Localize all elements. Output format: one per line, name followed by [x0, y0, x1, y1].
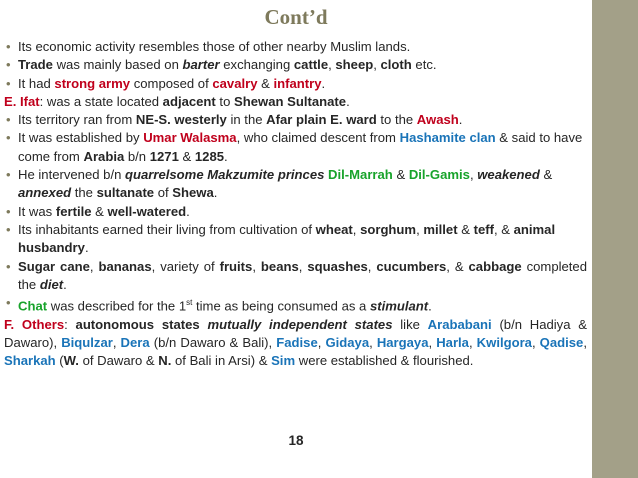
text-run: Qadise	[539, 335, 584, 351]
text-run: Dil-Marrah	[328, 167, 393, 183]
text-run: beans	[260, 258, 299, 274]
list-item	[4, 75, 587, 93]
text-run: & said to have come from	[18, 130, 583, 164]
text-run: annexed	[18, 185, 72, 201]
text-run: &	[392, 167, 409, 183]
text-run: :	[64, 316, 76, 332]
text-run: , &	[493, 221, 514, 237]
text-run: ,	[89, 258, 99, 274]
text-run: ,	[367, 258, 377, 274]
text-run: Dera	[120, 335, 150, 351]
text-run: infantry	[273, 75, 322, 91]
text-run: W.	[63, 353, 79, 369]
text-run: exchanging	[219, 57, 294, 73]
list-item	[4, 294, 587, 316]
bullet-icon: •	[6, 167, 11, 183]
text-run: &	[257, 75, 274, 91]
text-run: composed of	[130, 75, 213, 91]
bullet-icon: •	[6, 295, 11, 311]
text-run: .	[224, 148, 228, 164]
bullet-icon: •	[6, 221, 11, 237]
text-run: millet	[423, 221, 458, 237]
text-run: Afar plain E. ward	[266, 112, 377, 128]
text-run: Biqulzar	[61, 335, 113, 351]
text-run: Sharkah	[4, 353, 56, 369]
text-run: wheat	[315, 221, 353, 237]
text-run: well-watered	[107, 203, 187, 219]
section-heading	[4, 93, 587, 111]
text-run: Hargaya	[376, 335, 429, 351]
superscript: st	[186, 298, 193, 308]
text-run: Trade	[18, 57, 53, 73]
text-run: N.	[158, 353, 172, 369]
text-run: It was established by	[18, 130, 144, 146]
text-run: Sim	[271, 353, 296, 369]
text-run: E. Ifat	[4, 93, 40, 109]
bullet-icon: •	[6, 112, 11, 128]
text-run: Dil-Gamis	[408, 167, 470, 183]
text-run: .	[458, 112, 463, 128]
text-run: mutually independent states	[207, 316, 393, 332]
bullet-icon: •	[6, 57, 11, 73]
page-number: 18	[288, 433, 304, 448]
text-run: teff	[473, 221, 494, 237]
text-run: cloth	[380, 57, 412, 73]
text-run: It was	[18, 203, 56, 219]
text-run: .	[186, 203, 190, 219]
text-run: : was a state located	[39, 93, 163, 109]
text-run: fruits	[219, 258, 253, 274]
list-item	[4, 111, 587, 129]
text-run: (	[55, 353, 64, 369]
text-run: NE-S. westerly	[135, 112, 227, 128]
text-run: Awash	[416, 112, 459, 128]
text-run: .	[346, 93, 350, 109]
slide-content	[4, 38, 587, 371]
list-item	[4, 258, 587, 295]
text-run: Shewa	[172, 185, 214, 201]
text-run: Kwilgora	[476, 335, 532, 351]
text-run: (b/n Hadiya & Dawaro),	[4, 316, 587, 351]
text-run: Hashamite clan	[399, 130, 496, 146]
text-run: .	[63, 276, 67, 292]
text-run: F. Others	[4, 316, 65, 332]
text-run: .	[213, 185, 218, 201]
text-run: , &	[446, 258, 469, 274]
text-run: 1285	[194, 148, 225, 164]
text-run: sorghum	[360, 221, 417, 237]
text-run: 1271	[149, 148, 179, 164]
text-run: sultanate	[96, 185, 155, 201]
text-run: to	[215, 93, 234, 109]
text-run: b/n	[124, 148, 150, 164]
bullet-icon: •	[6, 130, 11, 146]
text-run: ,	[531, 335, 540, 351]
list-item	[4, 166, 587, 203]
text-run: Gidaya	[325, 335, 370, 351]
text-run: cabbage	[468, 258, 522, 274]
text-run: .	[428, 298, 432, 314]
text-run: was mainly based on	[52, 57, 183, 73]
text-run: &	[178, 148, 195, 164]
text-run: Its territory ran from	[18, 112, 136, 128]
list-item	[4, 203, 587, 221]
bullet-icon: •	[6, 258, 11, 274]
text-run: Arabia	[83, 148, 125, 164]
text-run: completed the	[18, 258, 587, 292]
text-run: Fadise	[276, 335, 318, 351]
text-run: Arababani	[427, 316, 492, 332]
text-run: ,	[317, 335, 326, 351]
text-run: strong army	[54, 75, 131, 91]
text-run: to the	[376, 112, 417, 128]
text-run: Umar Walasma	[143, 130, 237, 146]
text-run: of Bali in Arsi) &	[171, 353, 272, 369]
list-item	[4, 38, 587, 56]
text-run: .	[321, 75, 326, 91]
text-run: Sugar cane	[18, 258, 90, 274]
bullet-icon: •	[6, 39, 11, 54]
text-run: &	[457, 221, 474, 237]
text-run: ,	[583, 335, 587, 351]
slide-title: Cont’d	[264, 5, 328, 29]
section-heading	[4, 316, 587, 371]
bullet-icon: •	[6, 75, 11, 91]
decorative-sidebar	[592, 0, 638, 478]
text-run: weakened	[477, 167, 540, 183]
text-run: It had	[18, 75, 55, 91]
text-run: ,	[416, 221, 424, 237]
text-run: Shewan Sultanate	[234, 93, 347, 109]
text-run: sheep	[335, 57, 374, 73]
text-run: barter	[182, 57, 220, 73]
bullet-icon: •	[6, 203, 11, 219]
text-run: He intervened b/n	[18, 167, 126, 183]
text-run: &	[91, 203, 108, 219]
text-run: like	[392, 316, 428, 332]
text-run: ,	[298, 258, 308, 274]
text-run: ,	[428, 335, 437, 351]
text-run: Its inhabitants earned their living from cultivation of	[18, 221, 316, 237]
text-run: in the	[226, 112, 267, 128]
text-run: the	[71, 185, 97, 201]
text-run: adjacent	[162, 93, 216, 109]
text-run: cucumbers	[376, 258, 447, 274]
text-run: ,	[373, 57, 381, 73]
text-run: &	[539, 167, 553, 183]
text-run: quarrelsome Makzumite princes	[125, 167, 325, 183]
text-run: of	[154, 185, 173, 201]
text-run: autonomous states	[75, 316, 200, 332]
text-run: stimulant	[369, 298, 429, 314]
text-run: squashes	[307, 258, 368, 274]
text-run: ,	[369, 335, 377, 351]
text-run: etc.	[411, 57, 437, 73]
text-run: Harla	[436, 335, 469, 351]
text-run: Chat	[18, 298, 48, 314]
text-run: was described for the 1	[47, 298, 187, 314]
text-run: , who claimed descent from	[236, 130, 400, 146]
text-run: bananas	[98, 258, 152, 274]
text-run: ,	[252, 258, 261, 274]
text-run: .	[84, 240, 89, 256]
text-run: ,	[352, 221, 361, 237]
text-run: , variety of	[151, 258, 220, 274]
text-run: were established & flourished.	[295, 353, 474, 369]
text-run: ,	[328, 57, 336, 73]
text-run: ,	[112, 335, 121, 351]
list-item	[4, 56, 587, 74]
text-run: time as being consumed as a	[192, 298, 370, 314]
text-run: ,	[469, 167, 478, 183]
text-run: diet	[39, 276, 64, 292]
text-run: fertile	[55, 203, 92, 219]
list-item	[4, 129, 587, 166]
text-run: ,	[468, 335, 477, 351]
text-run: (b/n Dawaro & Bali),	[149, 335, 277, 351]
text-run: Its economic activity resembles those of other nearby Muslim lands.	[18, 39, 411, 54]
text-run: animal husbandry	[18, 221, 556, 256]
text-run: of Dawaro &	[78, 353, 159, 369]
text-run: cavalry	[212, 75, 258, 91]
text-run: cattle	[293, 57, 329, 73]
list-item	[4, 221, 587, 258]
